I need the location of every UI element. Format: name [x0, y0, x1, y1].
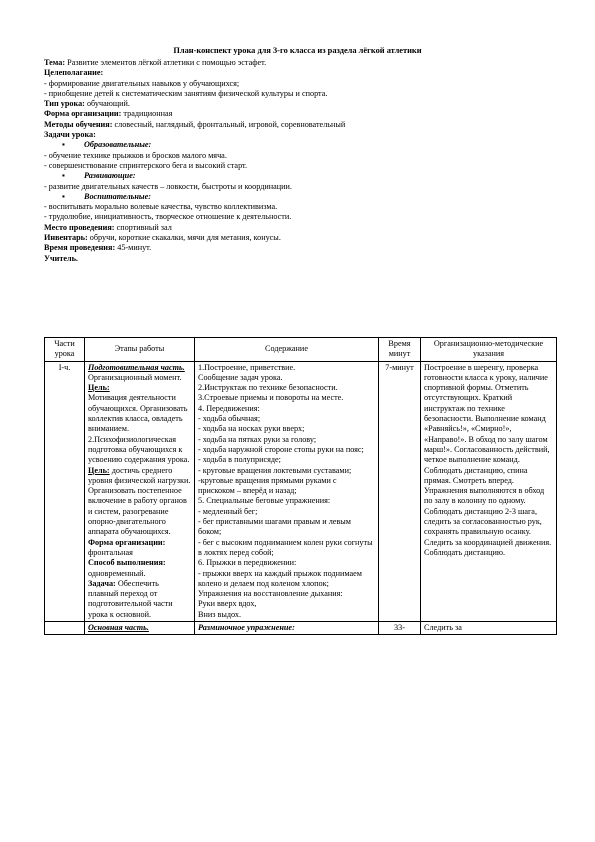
goal-block: [88, 466, 191, 538]
content-line: Руки вверх вдох,: [198, 599, 257, 609]
time-line: [44, 243, 554, 253]
col-header-part: Части урока: [45, 338, 85, 362]
edu-item: - обучение технике прыжков и бросков малого мяча.: [44, 150, 227, 160]
time-cell: 7-минут: [379, 361, 421, 621]
content-line: 2.Инструктаж по технике безопасности.: [198, 383, 338, 393]
content-line: - медленный бег;: [198, 506, 258, 516]
org-form-block: [88, 538, 191, 559]
place-label: Место проведения:: [44, 222, 115, 232]
inventory-value: обручи, короткие скакалки, мячи для метания, конусы.: [87, 233, 281, 243]
method-block: [88, 558, 191, 579]
stage-title: Подготовительная часть.: [88, 362, 185, 372]
upb-item: - воспитывать морально волевые качества, чувство коллективизма.: [44, 202, 278, 212]
edu-item: - совершенствование спринтерского бега и высокий старт.: [44, 160, 248, 170]
content-line: 4. Передвижения:: [198, 403, 260, 413]
page-title: План-конспект урока для 3-го класса из раздела лёгкой атлетики: [173, 46, 422, 55]
content-line: - ходьба на носках руки вверх;: [198, 424, 305, 434]
content-cell: [195, 361, 379, 621]
method-label: Способ выполнения:: [88, 558, 166, 568]
inventory-label: Инвентарь:: [44, 233, 88, 243]
methodical-cell: Следить за: [421, 622, 557, 635]
goal-block: [88, 383, 191, 434]
form-value: традиционная: [121, 109, 173, 119]
table-row: [45, 622, 557, 635]
upb-item: - трудолюбие, инициативность, творческое отношение к деятельности.: [44, 212, 292, 222]
methodical-cell: Построение в шеренгу, проверка готовности класса к уроку, наличие спортивной формы. Отметить отсутствующих. Краткий инструктаж по технике безопасности. Выполнение команд «Равняйсь!», «Смирно!», «Направо!». В обход по залу шагом марш!». Согласованность действий, четкое выполнение команд. Соблюдать дистанцию, спина прямая. Смотреть вперед. Упражнения выполняются в обход по залу в колонну по одному. Соблюдать дистанцию 2-3 шага, следить за согласованностью рук, сохранять правильную осанку. Следить за координацией движения. Соблюдать дистанцию.: [421, 361, 557, 621]
content-line: - бег с высоким подниманием колен руки согнуты в локтях перед собой;: [198, 537, 373, 557]
dev-heading: [44, 171, 554, 181]
lesson-header: [44, 58, 554, 264]
stage-title: Основная часть.: [88, 623, 149, 633]
form-line: [44, 109, 554, 119]
content-line: Упражнения на восстановление дыхания:: [198, 589, 343, 599]
table-row: [45, 361, 557, 621]
part-cell: [45, 622, 85, 635]
content-line: 6. Прыжки в передвижении:: [198, 558, 297, 568]
table-header-row: [45, 338, 557, 362]
dev-label: Развивающие:: [84, 171, 136, 181]
content-line: -круговые вращения прямыми руками с прискоком – вперёд и назад;: [198, 475, 337, 496]
content-line: - ходьба на пятках руки за голову;: [198, 434, 317, 444]
col-header-time: Время минут: [379, 338, 421, 362]
content-line: 1.Построение, приветствие.: [198, 362, 296, 372]
bullet-icon: ▪: [62, 140, 65, 150]
content-title: Разминочное упражнение:: [198, 623, 295, 633]
place-value: спортивный зал: [114, 222, 172, 232]
method-text: одновременный.: [88, 568, 146, 578]
content-cell: [195, 622, 379, 635]
bullet-icon: ▪: [62, 191, 65, 201]
content-line: - бег приставными шагами правым и левым боком;: [198, 517, 351, 537]
type-value: обучающий.: [84, 99, 130, 109]
task-block: [88, 579, 191, 620]
content-line: - ходьба в полуприсяде;: [198, 455, 281, 465]
upb-heading: [44, 192, 554, 202]
goal-label: Цель:: [88, 465, 110, 475]
type-label: Тип урока:: [44, 99, 85, 109]
purpose-item: - формирование двигательных навыков у обучающихся;: [44, 78, 240, 88]
task-label: Задача:: [88, 578, 116, 588]
purpose-label: Целеполагание:: [44, 68, 104, 78]
content-line: 3.Строевые приемы и повороты на месте.: [198, 393, 344, 403]
teacher-label: Учитель.: [44, 253, 78, 263]
methods-label: Методы обучения:: [44, 119, 113, 129]
time-value: 45-минут.: [115, 243, 152, 253]
org-form-label: Форма организации:: [88, 537, 166, 547]
lesson-table: [44, 337, 557, 635]
content-line: 5. Специальные беговые упражнения:: [198, 496, 331, 506]
stage-text: Организационный момент.: [88, 372, 182, 382]
org-form-text: фронтальная: [88, 547, 133, 557]
content-line: Вниз выдох.: [198, 609, 242, 619]
time-label: Время проведения:: [44, 243, 116, 253]
methods-value: словесный, наглядный, фронтальный, игровой, соревновательный: [112, 119, 346, 129]
goal-text: достичь среднего уровня физической нагрузки. Организовать постепенное включение в работу органов и систем, разогревание опорно-двигательного аппарата обучающихся.: [88, 465, 191, 537]
stage-text: 2.Психофизиологическая подготовка обучающихся к усвоению содержания урока.: [88, 434, 190, 465]
col-header-stages: Этапы работы: [85, 338, 195, 362]
form-label: Форма организации:: [44, 109, 122, 119]
content-line: - круговые вращения локтевыми суставами;: [198, 465, 352, 475]
part-cell: I-ч.: [45, 361, 85, 621]
edu-heading: [44, 140, 554, 150]
content-line: - ходьба обычная;: [198, 414, 261, 424]
col-header-content: Содержание: [195, 338, 379, 362]
content-line: - прыжки вверх на каждый прыжок поднимаем колено и делаем под коленом хлопок;: [198, 568, 362, 588]
tasks-label: Задачи урока:: [44, 130, 96, 140]
content-line: - ходьба наружной стороне стопы руки на пояс;: [198, 444, 364, 454]
goal-label: Цель:: [88, 383, 110, 393]
upb-label: Воспитательные:: [84, 191, 151, 201]
dev-item: - развитие двигательных качеств – ловкости, быстроты и координации.: [44, 181, 292, 191]
stages-cell: [85, 622, 195, 635]
stages-cell: [85, 361, 195, 621]
methods-line: [44, 120, 554, 130]
theme-line: [44, 58, 554, 68]
task-text: Обеспечить плавный переход от подготовительной части урока к основной.: [88, 578, 173, 619]
goal-text: Мотивация деятельности обучающихся. Организовать коллектив класса, овладеть вниманием.: [88, 393, 188, 434]
inventory-line: [44, 233, 554, 243]
theme-label: Тема:: [44, 58, 66, 67]
content-line: Сообщение задач урока.: [198, 372, 283, 382]
bullet-icon: ▪: [62, 171, 65, 181]
place-line: [44, 223, 554, 233]
edu-label: Образовательные:: [84, 140, 152, 150]
col-header-methodical: Организационно-методические указания: [421, 338, 557, 362]
purpose-item: - приобщение детей к систематическим занятиям физической культуры и спорта.: [44, 88, 328, 98]
time-cell: 33-: [379, 622, 421, 635]
theme-value: Развитие элементов лёгкой атлетики с помощью эстафет.: [65, 58, 267, 67]
type-line: [44, 99, 554, 109]
